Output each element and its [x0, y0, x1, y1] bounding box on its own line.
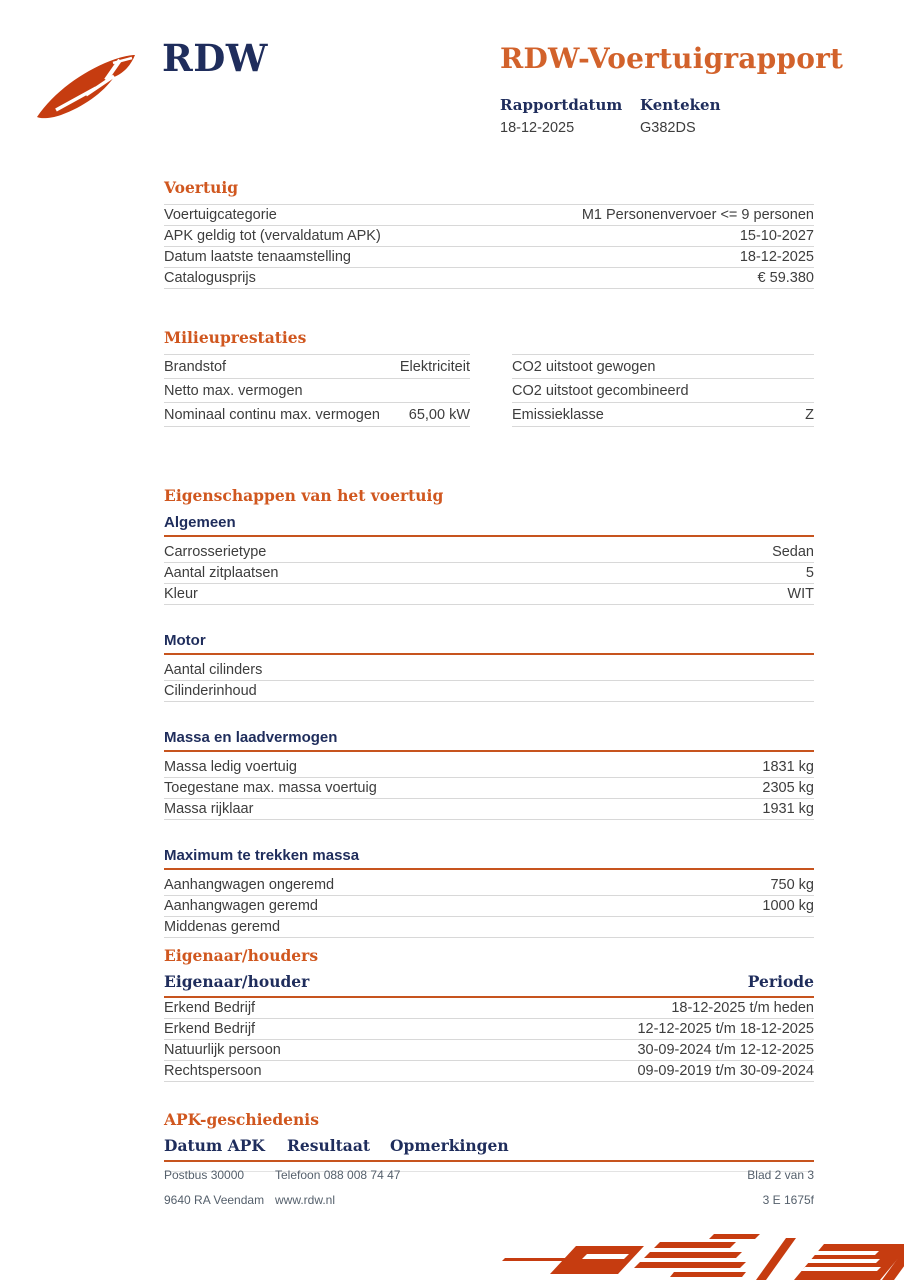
row-label: Brandstof — [164, 358, 227, 375]
column-header-period: Periode — [747, 972, 814, 991]
table-row — [164, 584, 814, 605]
table-row — [164, 354, 814, 379]
section-eigenschappen — [164, 486, 814, 938]
row-label: Aanhangwagen ongeremd — [164, 877, 335, 893]
row-value: Sedan — [772, 544, 814, 560]
row-value: 18-12-2025 — [739, 249, 814, 265]
table-row — [164, 778, 814, 799]
license-plate-block — [640, 96, 780, 136]
footer-phone: Telefoon 088 008 74 47 — [275, 1168, 401, 1182]
row-label: Toegestane max. massa voertuig — [164, 780, 377, 796]
owner-cell: Erkend Bedrijf — [164, 1000, 256, 1016]
section-title-eigenschappen: Eigenschappen van het voertuig — [164, 486, 444, 505]
subsection-trekken-massa — [164, 847, 814, 938]
row-value: 1831 kg — [762, 759, 814, 775]
subsection-title: Algemeen — [164, 514, 814, 537]
table-row — [164, 875, 814, 896]
table-row — [164, 1019, 814, 1040]
table-row — [164, 379, 814, 403]
row-label: Aantal zitplaatsen — [164, 565, 279, 581]
row-label: Carrosserietype — [164, 544, 267, 560]
table-row — [164, 403, 814, 427]
row-label: Massa ledig voertuig — [164, 759, 297, 775]
row-label: Cilinderinhoud — [164, 683, 257, 699]
subsection-title: Massa en laadvermogen — [164, 729, 814, 752]
row-value: 1000 kg — [762, 898, 814, 914]
row-label: APK geldig tot (vervaldatum APK) — [164, 228, 381, 244]
row-label: Netto max. vermogen — [164, 382, 303, 399]
license-plate-label: Kenteken — [640, 96, 721, 114]
row-label: Emissieklasse — [512, 406, 604, 423]
footer-website: www.rdw.nl — [275, 1193, 336, 1207]
rdw-stripes-graphic-icon — [494, 1234, 904, 1280]
row-value: 65,00 kW — [408, 406, 470, 423]
section-apk-geschiedenis — [164, 1110, 814, 1172]
column-header-resultaat: Resultaat — [287, 1136, 371, 1155]
table-row — [164, 917, 814, 938]
column-header-datum-apk: Datum APK — [164, 1136, 265, 1155]
period-cell: 09-09-2019 t/m 30-09-2024 — [637, 1063, 814, 1079]
row-label: CO2 uitstoot gewogen — [512, 358, 656, 375]
row-value: 750 kg — [770, 877, 814, 893]
footer-address-line2: 9640 RA Veendam — [164, 1193, 265, 1207]
row-label: Middenas geremd — [164, 919, 281, 935]
table-row — [164, 896, 814, 917]
table-row — [164, 681, 814, 702]
owner-table-header — [164, 972, 814, 998]
table-row — [164, 799, 814, 820]
subsection-algemeen — [164, 514, 814, 605]
table-row — [164, 205, 814, 226]
license-plate-value: G382DS — [640, 120, 696, 136]
row-label: Aanhangwagen geremd — [164, 898, 318, 914]
page-footer — [164, 1168, 814, 1218]
row-label: Kleur — [164, 586, 198, 602]
table-row — [164, 226, 814, 247]
apk-table-header — [164, 1136, 814, 1162]
owner-cell: Rechtspersoon — [164, 1063, 262, 1079]
row-label: Catalogusprijs — [164, 270, 256, 286]
owner-cell: Natuurlijk persoon — [164, 1042, 281, 1058]
row-label: Nominaal continu max. vermogen — [164, 406, 380, 423]
column-header-owner: Eigenaar/houder — [164, 972, 310, 991]
table-row — [164, 542, 814, 563]
rdw-feather-icon — [34, 50, 140, 124]
footer-row — [164, 1193, 814, 1218]
report-date-value: 18-12-2025 — [500, 120, 575, 136]
row-label: CO2 uitstoot gecombineerd — [512, 382, 689, 399]
period-cell: 12-12-2025 t/m 18-12-2025 — [637, 1021, 814, 1037]
row-value: 2305 kg — [762, 780, 814, 796]
section-voertuig — [164, 178, 814, 289]
table-row — [164, 660, 814, 681]
section-title-apk: APK-geschiedenis — [164, 1110, 319, 1129]
row-value: 5 — [805, 565, 814, 581]
column-header-opmerkingen: Opmerkingen — [390, 1136, 509, 1155]
footer-page-indicator: Blad 2 van 3 — [747, 1168, 814, 1182]
row-value: Elektriciteit — [399, 358, 470, 375]
section-milieuprestaties — [164, 328, 814, 427]
footer-doc-code: 3 E 1675f — [762, 1193, 814, 1207]
page-title: RDW-Voertuigrapport — [500, 42, 844, 75]
report-date-label: Rapportdatum — [500, 96, 623, 114]
table-row — [164, 1040, 814, 1061]
period-cell: 18-12-2025 t/m heden — [671, 1000, 814, 1016]
subsection-motor — [164, 632, 814, 702]
section-eigenaar-houders — [164, 946, 814, 1082]
subsection-title: Motor — [164, 632, 814, 655]
row-value: M1 Personenvervoer <= 9 personen — [581, 207, 814, 223]
report-date-block — [500, 96, 640, 136]
owner-cell: Erkend Bedrijf — [164, 1021, 256, 1037]
footer-row — [164, 1168, 814, 1193]
row-value: 1931 kg — [762, 801, 814, 817]
row-label: Massa rijklaar — [164, 801, 254, 817]
period-cell: 30-09-2024 t/m 12-12-2025 — [637, 1042, 814, 1058]
table-row — [164, 1061, 814, 1082]
row-label: Datum laatste tenaamstelling — [164, 249, 351, 265]
section-title-eigenaar: Eigenaar/houders — [164, 946, 319, 965]
row-value: Z — [805, 406, 814, 423]
row-label: Voertuigcategorie — [164, 207, 277, 223]
table-row — [164, 563, 814, 584]
table-row — [164, 268, 814, 289]
footer-address-line1: Postbus 30000 — [164, 1168, 245, 1182]
brand-wordmark: RDW — [162, 36, 268, 80]
row-value: € 59.380 — [757, 270, 814, 286]
table-row — [164, 757, 814, 778]
section-title-milieuprestaties: Milieuprestaties — [164, 328, 307, 347]
table-row — [164, 247, 814, 268]
row-label: Aantal cilinders — [164, 662, 263, 678]
subsection-massa — [164, 729, 814, 820]
subsection-title: Maximum te trekken massa — [164, 847, 814, 870]
section-title-voertuig: Voertuig — [164, 178, 239, 197]
table-row — [164, 998, 814, 1019]
row-value: WIT — [787, 586, 814, 602]
row-value: 15-10-2027 — [739, 228, 814, 244]
report-meta — [500, 96, 780, 136]
